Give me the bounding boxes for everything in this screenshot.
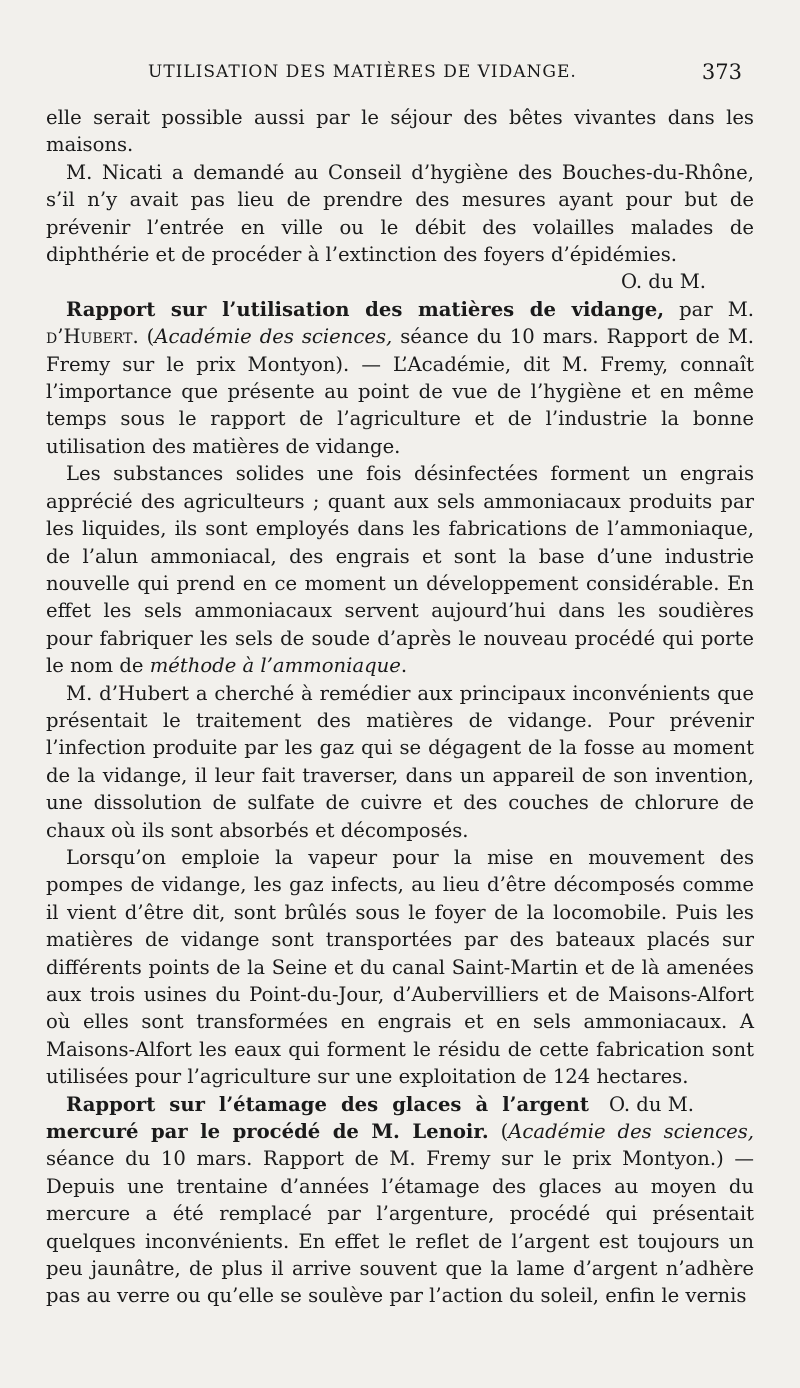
paragraph-vapeur (46, 844, 754, 1116)
running-title: UTILISATION DES MATIÈRES DE VIDANGE. (148, 62, 577, 82)
paragraph-substances (46, 460, 754, 679)
method-name: méthode à l’ammoniaque (149, 654, 401, 678)
article-title: Rapport sur l’étamage des glaces à l’argent mercuré par le procédé de M. Lenoir. (46, 1092, 589, 1144)
article-text: séance du 10 mars. Rapport de M. Fremy sur le prix Montyon.) — Depuis une trentaine d’années l’étamage des glaces au moyen du mercure a été remplacé par l’argenture, procédé qui présentait quelques inconvénients. En effet le reflet de l’argent est toujours un peu jaunâtre, de plus il arrive souvent que la lame d’argent n’adhère pas au verre ou qu’elle se soulève par l’action du soleil, enfin le vernis (46, 1147, 754, 1308)
paragraph-substances-end: . (400, 654, 408, 678)
paragraph-continuation: elle serait possible aussi par le séjour des bêtes vivantes dans les maisons. (46, 106, 754, 157)
paragraph-vapeur-text: Lorsqu’on emploie la vapeur pour la mise en mouvement des pompes de vidange, les gaz infects, au lieu d’être décomposés comme il vient d’être dit, sont brûlés sous le foyer de la locomobile. Puis les matières de vidange sont transportées par des bateaux placés sur différents points de la Seine et du canal Saint-Martin et de là amenées aux trois usines du Point-du-Jour, d’Aubervilliers et de Maisons-Alfort où elles sont transformées en engrais et en sels ammoniacaux. A Maisons-Alfort les eaux qui forment le résidu de cette fabrication sont utilisées pour l’agriculture sur une exploitation de 124 hectares. (46, 845, 754, 1089)
article-lead: . ( (132, 325, 155, 349)
article-source: Académie des sciences, (154, 325, 393, 349)
article-by: par M. (664, 297, 754, 321)
article-text: séance du 10 mars. Rapport de M. Fremy sur le prix Montyon). — L’Académie, dit M. Fremy, connaît l’importance que présente au point de vue de l’hygiène et en même temps sous le rapport de l’agriculture et de l’industrie la bonne utilisation des matières de vidange. (46, 325, 754, 458)
article-lead: ( (488, 1120, 509, 1144)
article-vidange (46, 296, 754, 460)
article-source: Académie des sciences, (508, 1120, 754, 1144)
paragraph-nicati-text: M. Nicati a demandé au Conseil d’hygiène des Bouches-du-Rhône, s’il n’y avait pas lieu de prendre des mesures ayant pour but de prévenir l’entrée en ville ou le débit des volailles malades de diphthérie et de procéder à l’extinction des foyers d’épidémies. (46, 160, 754, 267)
paragraph-substances-text: Les substances solides une fois désinfectées forment un engrais apprécié des agriculteurs ; quant aux sels ammoniacaux produits par les liquides, ils sont employés dans les fabrications de l’ammoniaque, de l’alun ammoniacal, des engrais et sont la base d’une industrie nouvelle qui prend en ce moment un développement considérable. En effet les sels ammoniacaux servent aujourd’hui dans les soudières pour fabriquer les sels de soude d’après le nouveau procédé qui porte le nom de (46, 462, 754, 678)
signature: O. du M. (608, 1092, 694, 1116)
paragraph-nicati (46, 159, 754, 296)
page-number: 373 (701, 60, 742, 84)
article-author: d’Hubert (46, 325, 133, 349)
paragraph-hubert: M. d’Hubert a cherché à remédier aux principaux inconvénients que présentait le traitement des matières de vidange. Pour prévenir l’infection produite par les gaz qui se dégagent de la fosse au moment de la vidange, il leur fait traverser, dans un appareil de son invention, une dissolution de sulfate de cuivre et des couches de chlorure de chaux où ils sont absorbés et décomposés. (46, 681, 754, 842)
article-etamage (46, 1091, 754, 1310)
running-header (44, 62, 748, 90)
signature: O. du M. (620, 270, 706, 294)
page-body (46, 104, 754, 1310)
article-title: Rapport sur l’utilisation des matières de vidange, (66, 297, 665, 321)
